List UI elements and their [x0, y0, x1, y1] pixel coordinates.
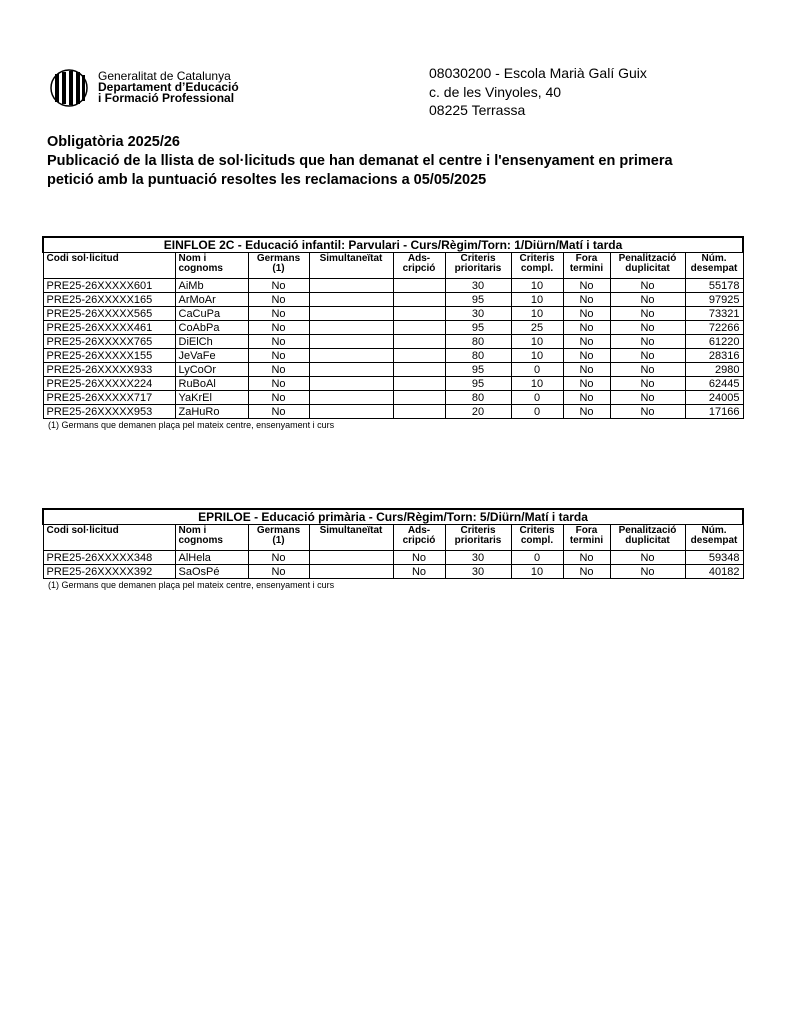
cell-germans: No: [248, 565, 309, 579]
cell-germans: No: [248, 279, 309, 293]
cell-criteris-compl: 10: [511, 307, 563, 321]
cell-adscripcio: No: [393, 565, 445, 579]
applications-table: [42, 236, 744, 419]
cell-num-desempat: 2980: [685, 363, 743, 377]
table-row: [43, 279, 743, 293]
cell-germans: No: [248, 405, 309, 419]
cell-adscripcio: [393, 279, 445, 293]
cell-fora-termini: No: [563, 335, 610, 349]
table-row: [43, 391, 743, 405]
cell-penalitzacio: No: [610, 335, 685, 349]
column-header-line-1: Penalització: [618, 525, 677, 536]
cell-criteris-prioritaris: 30: [445, 565, 511, 579]
column-header-germans: [248, 525, 309, 551]
table-header-row: [43, 253, 743, 279]
column-header-adscripcio: [393, 525, 445, 551]
cell-germans: No: [248, 321, 309, 335]
cell-adscripcio: [393, 391, 445, 405]
column-header-line-1: Fora: [575, 525, 598, 536]
column-header-line-1: Germans: [256, 253, 301, 264]
column-header-adscripcio: [393, 253, 445, 279]
column-header-line-2: duplicitat: [625, 263, 670, 274]
cell-adscripcio: [393, 349, 445, 363]
cell-num-desempat: 55178: [685, 279, 743, 293]
column-header-line-1: Núm.: [701, 525, 727, 536]
column-header-criteris-compl: [511, 253, 563, 279]
cell-criteris-compl: 0: [511, 405, 563, 419]
cell-germans: No: [248, 335, 309, 349]
logo-text: [98, 71, 239, 104]
cell-germans: No: [248, 293, 309, 307]
column-header-line-1: Criteris: [460, 253, 496, 264]
column-header-line-2: compl.: [520, 535, 554, 546]
cell-num-desempat: 72266: [685, 321, 743, 335]
cell-num-desempat: 40182: [685, 565, 743, 579]
column-header-line-2: cripció: [402, 535, 436, 546]
column-header-line-1: Nom i: [178, 525, 207, 536]
cell-criteris-prioritaris: 30: [445, 551, 511, 565]
column-header-criteris-prioritaris: [445, 253, 511, 279]
cell-simultaneitat: [309, 405, 393, 419]
cell-criteris-prioritaris: 20: [445, 405, 511, 419]
cell-adscripcio: [393, 377, 445, 391]
cell-penalitzacio: No: [610, 307, 685, 321]
cell-adscripcio: No: [393, 551, 445, 565]
column-header-penalitzacio: [610, 525, 685, 551]
cell-penalitzacio: No: [610, 565, 685, 579]
table-row: [43, 405, 743, 419]
column-header-line-1: Fora: [575, 253, 598, 264]
cell-codi: PRE25-26XXXXX392: [43, 565, 175, 579]
cell-criteris-prioritaris: 80: [445, 391, 511, 405]
column-header-line-1: Codi sol·licitud: [46, 253, 119, 264]
cell-nom: YaKrEl: [175, 391, 248, 405]
cell-fora-termini: No: [563, 349, 610, 363]
column-header-line-1: Ads-: [407, 525, 431, 536]
cell-criteris-compl: 0: [511, 551, 563, 565]
cell-adscripcio: [393, 321, 445, 335]
column-header-nom: [175, 525, 248, 551]
cell-germans: No: [248, 391, 309, 405]
column-header-line-2: prioritaris: [454, 535, 502, 546]
cell-germans: No: [248, 363, 309, 377]
column-header-line-1: Simultaneïtat: [319, 253, 383, 264]
cell-simultaneitat: [309, 551, 393, 565]
cell-penalitzacio: No: [610, 363, 685, 377]
table-row: [43, 335, 743, 349]
cell-adscripcio: [393, 307, 445, 321]
column-header-penalitzacio: [610, 253, 685, 279]
school-address: [429, 64, 647, 120]
cell-fora-termini: No: [563, 321, 610, 335]
column-header-line-1: Criteris: [519, 525, 555, 536]
cell-fora-termini: No: [563, 551, 610, 565]
column-header-criteris-prioritaris: [445, 525, 511, 551]
table-row: [43, 565, 743, 579]
cell-penalitzacio: No: [610, 293, 685, 307]
page-title: [47, 133, 767, 190]
cell-nom: AiMb: [175, 279, 248, 293]
table-row: [43, 349, 743, 363]
column-header-line-2: desempat: [690, 263, 738, 274]
column-header-codi: [43, 253, 175, 279]
generalitat-logo: [50, 69, 300, 109]
cell-criteris-prioritaris: 95: [445, 363, 511, 377]
column-header-line-2: cognoms: [178, 535, 223, 546]
cell-codi: PRE25-26XXXXX765: [43, 335, 175, 349]
column-header-line-1: Germans: [256, 525, 301, 536]
cell-nom: CaCuPa: [175, 307, 248, 321]
column-header-line-2: termini: [569, 263, 604, 274]
cell-germans: No: [248, 307, 309, 321]
column-header-line-2: duplicitat: [625, 535, 670, 546]
cell-simultaneitat: [309, 279, 393, 293]
cell-criteris-compl: 10: [511, 335, 563, 349]
cell-criteris-prioritaris: 30: [445, 279, 511, 293]
table-row: [43, 363, 743, 377]
cell-penalitzacio: No: [610, 551, 685, 565]
cell-codi: PRE25-26XXXXX461: [43, 321, 175, 335]
column-header-line-2: termini: [569, 535, 604, 546]
cell-codi: PRE25-26XXXXX565: [43, 307, 175, 321]
table-row: [43, 307, 743, 321]
cell-fora-termini: No: [563, 405, 610, 419]
table-row: [43, 377, 743, 391]
cell-nom: JeVaFe: [175, 349, 248, 363]
column-header-nom: [175, 253, 248, 279]
cell-simultaneitat: [309, 377, 393, 391]
logo-line-1: Generalitat de Catalunya: [98, 69, 231, 83]
cell-adscripcio: [393, 335, 445, 349]
address-line-1: 08030200 - Escola Marià Galí Guix: [429, 65, 647, 81]
cell-criteris-prioritaris: 30: [445, 307, 511, 321]
cell-simultaneitat: [309, 293, 393, 307]
address-line-2: c. de les Vinyoles, 40: [429, 83, 562, 100]
title-line-2: Publicació de la llista de sol·licituds que han demanat el centre i l'ensenyament en primera: [47, 153, 673, 169]
table-row: [43, 293, 743, 307]
column-header-line-1: Penalització: [618, 253, 677, 264]
cell-fora-termini: No: [563, 363, 610, 377]
column-header-line-2: desempat: [690, 535, 738, 546]
cell-penalitzacio: No: [610, 405, 685, 419]
cell-penalitzacio: No: [610, 391, 685, 405]
cell-adscripcio: [393, 363, 445, 377]
column-header-line-1: Ads-: [407, 253, 431, 264]
table-row: [43, 551, 743, 565]
column-header-num-desempat: [685, 525, 743, 551]
table-footnote: (1) Germans que demanen plaça pel mateix centre, ensenyament i curs: [48, 420, 335, 430]
cell-germans: No: [248, 551, 309, 565]
cell-fora-termini: No: [563, 307, 610, 321]
table-caption: EINFLOE 2C - Educació infantil: Parvulari - Curs/Règim/Torn: 1/Diürn/Matí i tarda: [43, 237, 743, 253]
cell-nom: SaOsPé: [175, 565, 248, 579]
table-footnote: (1) Germans que demanen plaça pel mateix centre, ensenyament i curs: [48, 580, 335, 590]
cell-codi: PRE25-26XXXXX224: [43, 377, 175, 391]
column-header-line-2: compl.: [520, 263, 554, 274]
cell-codi: PRE25-26XXXXX717: [43, 391, 175, 405]
cell-criteris-prioritaris: 95: [445, 377, 511, 391]
cell-criteris-compl: 10: [511, 349, 563, 363]
column-header-fora-termini: [563, 525, 610, 551]
cell-germans: No: [248, 349, 309, 363]
cell-fora-termini: No: [563, 391, 610, 405]
cell-num-desempat: 59348: [685, 551, 743, 565]
cell-nom: DiElCh: [175, 335, 248, 349]
cell-penalitzacio: No: [610, 279, 685, 293]
column-header-line-1: Simultaneïtat: [319, 525, 383, 536]
column-header-line-2: cripció: [402, 263, 436, 274]
table-header-row: [43, 525, 743, 551]
cell-simultaneitat: [309, 349, 393, 363]
cell-nom: AlHela: [175, 551, 248, 565]
cell-penalitzacio: No: [610, 349, 685, 363]
cell-nom: CoAbPa: [175, 321, 248, 335]
cell-fora-termini: No: [563, 565, 610, 579]
cell-num-desempat: 61220: [685, 335, 743, 349]
cell-simultaneitat: [309, 391, 393, 405]
title-line-3: petició amb la puntuació resoltes les reclamacions a 05/05/2025: [47, 172, 487, 188]
cell-penalitzacio: No: [610, 321, 685, 335]
cell-fora-termini: No: [563, 377, 610, 391]
column-header-line-2: prioritaris: [454, 263, 502, 274]
cell-criteris-prioritaris: 95: [445, 321, 511, 335]
column-header-line-2: (1): [272, 263, 285, 274]
column-header-line-1: Núm.: [701, 253, 727, 264]
cell-num-desempat: 28316: [685, 349, 743, 363]
cell-num-desempat: 73321: [685, 307, 743, 321]
column-header-num-desempat: [685, 253, 743, 279]
cell-nom: ArMoAr: [175, 293, 248, 307]
cell-criteris-prioritaris: 95: [445, 293, 511, 307]
cell-criteris-compl: 10: [511, 377, 563, 391]
generalitat-emblem-icon: [50, 69, 88, 107]
cell-num-desempat: 17166: [685, 405, 743, 419]
cell-codi: PRE25-26XXXXX953: [43, 405, 175, 419]
logo-line-3: i Formació Professional: [98, 91, 235, 105]
column-header-line-1: Nom i: [178, 253, 207, 264]
cell-adscripcio: [393, 293, 445, 307]
cell-criteris-compl: 10: [511, 565, 563, 579]
applications-table: [42, 508, 744, 579]
table-caption: EPRILOE - Educació primària - Curs/Règim/Torn: 5/Diürn/Matí i tarda: [43, 509, 743, 525]
cell-num-desempat: 97925: [685, 293, 743, 307]
column-header-line-2: (1): [272, 535, 285, 546]
cell-criteris-compl: 0: [511, 363, 563, 377]
column-header-germans: [248, 253, 309, 279]
column-header-simultaneitat: [309, 253, 393, 279]
address-line-3: 08225 Terrassa: [429, 102, 526, 118]
column-header-line-1: Criteris: [519, 253, 555, 264]
cell-codi: PRE25-26XXXXX933: [43, 363, 175, 377]
cell-codi: PRE25-26XXXXX348: [43, 551, 175, 565]
cell-codi: PRE25-26XXXXX155: [43, 349, 175, 363]
cell-simultaneitat: [309, 335, 393, 349]
cell-fora-termini: No: [563, 293, 610, 307]
cell-criteris-compl: 10: [511, 293, 563, 307]
cell-num-desempat: 24005: [685, 391, 743, 405]
column-header-fora-termini: [563, 253, 610, 279]
column-header-codi: [43, 525, 175, 551]
title-line-1: Obligatòria 2025/26: [47, 134, 180, 150]
cell-nom: LyCoOr: [175, 363, 248, 377]
column-header-simultaneitat: [309, 525, 393, 551]
cell-codi: PRE25-26XXXXX165: [43, 293, 175, 307]
column-header-criteris-compl: [511, 525, 563, 551]
cell-germans: No: [248, 377, 309, 391]
cell-simultaneitat: [309, 321, 393, 335]
column-header-line-1: Criteris: [460, 525, 496, 536]
column-header-line-1: Codi sol·licitud: [46, 525, 119, 536]
cell-criteris-compl: 10: [511, 279, 563, 293]
cell-penalitzacio: No: [610, 377, 685, 391]
cell-nom: RuBoAl: [175, 377, 248, 391]
cell-criteris-prioritaris: 80: [445, 335, 511, 349]
cell-nom: ZaHuRo: [175, 405, 248, 419]
cell-adscripcio: [393, 405, 445, 419]
cell-simultaneitat: [309, 565, 393, 579]
table-row: [43, 321, 743, 335]
cell-codi: PRE25-26XXXXX601: [43, 279, 175, 293]
cell-criteris-compl: 25: [511, 321, 563, 335]
cell-num-desempat: 62445: [685, 377, 743, 391]
column-header-line-2: cognoms: [178, 263, 223, 274]
cell-simultaneitat: [309, 307, 393, 321]
logo-line-2: Departament d’Educació: [98, 80, 239, 94]
cell-criteris-compl: 0: [511, 391, 563, 405]
cell-simultaneitat: [309, 363, 393, 377]
cell-fora-termini: No: [563, 279, 610, 293]
cell-criteris-prioritaris: 80: [445, 349, 511, 363]
